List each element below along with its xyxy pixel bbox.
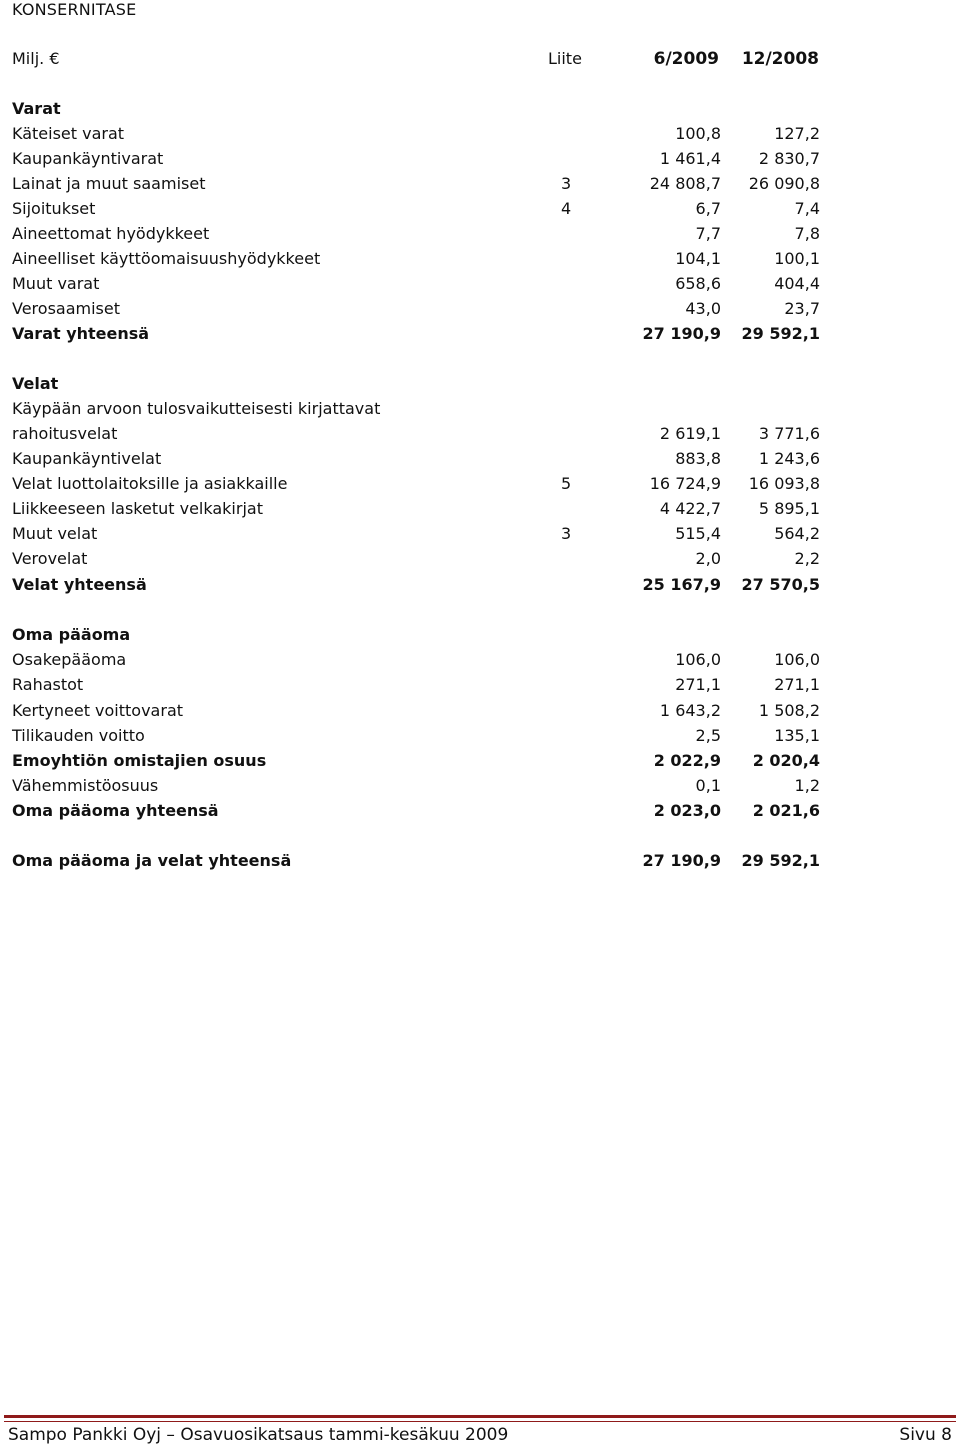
row-value-1: 2 022,9 (653, 751, 721, 770)
row-value-1: 2 023,0 (653, 801, 721, 820)
row-value-2: 135,1 (774, 726, 820, 745)
row-label: Muut velat (12, 524, 98, 543)
row-value-2: 1 508,2 (758, 701, 820, 720)
row-label: Varat (12, 99, 61, 118)
unit-label: Milj. € (12, 49, 60, 68)
row-value-1: 27 190,9 (642, 851, 721, 870)
row-label: rahoitusvelat (12, 424, 118, 443)
row-value-2: 29 592,1 (741, 851, 820, 870)
row-label: Aineettomat hyödykkeet (12, 224, 210, 243)
table-row (0, 247, 960, 271)
row-note: 3 (561, 174, 572, 193)
row-note: 4 (561, 199, 572, 218)
row-value-1: 25 167,9 (642, 575, 721, 594)
table-row (0, 724, 960, 748)
footer-text: Sampo Pankki Oyj – Osavuosikatsaus tammi-kesäkuu 2009 (8, 1425, 509, 1445)
table-row (0, 447, 960, 471)
row-value-2: 7,8 (794, 224, 820, 243)
row-value-1: 24 808,7 (649, 174, 721, 193)
row-value-2: 404,4 (774, 274, 820, 293)
row-label: Verosaamiset (12, 299, 120, 318)
row-label: Käteiset varat (12, 124, 125, 143)
footer-divider-thin (4, 1421, 956, 1422)
row-value-2: 16 093,8 (748, 474, 820, 493)
row-value-2: 2,2 (794, 549, 820, 568)
footer-divider (4, 1415, 956, 1418)
row-label: Liikkeeseen lasketut velkakirjat (12, 499, 263, 518)
row-value-1: 100,8 (675, 124, 721, 143)
table-row (0, 422, 960, 446)
row-value-1: 16 724,9 (649, 474, 721, 493)
row-value-2: 106,0 (774, 650, 820, 669)
row-value-2: 1 243,6 (758, 449, 820, 468)
row-label: Käypään arvoon tulosvaikutteisesti kirjattavat (12, 399, 381, 418)
table-row (0, 547, 960, 571)
table-row (0, 222, 960, 246)
row-note: 3 (561, 524, 572, 543)
section-heading-liabilities (0, 372, 960, 396)
row-label: Sijoitukset (12, 199, 96, 218)
row-label: Aineelliset käyttöomaisuushyödykkeet (12, 249, 321, 268)
table-row (0, 297, 960, 321)
table-row (0, 472, 960, 496)
page-number: Sivu 8 (899, 1425, 952, 1445)
row-value-1: 1 461,4 (659, 149, 721, 168)
section-heading-assets (0, 97, 960, 121)
row-value-2: 127,2 (774, 124, 820, 143)
row-value-1: 6,7 (695, 199, 721, 218)
row-label: Oma pääoma (12, 625, 131, 644)
row-value-1: 515,4 (675, 524, 721, 543)
section-heading-equity (0, 623, 960, 647)
grand-total-row (0, 849, 960, 873)
row-label: Oma pääoma ja velat yhteensä (12, 851, 292, 870)
row-value-2: 564,2 (774, 524, 820, 543)
table-row (0, 497, 960, 521)
row-label: Velat luottolaitoksille ja asiakkaille (12, 474, 288, 493)
row-label: Kaupankäyntivelat (12, 449, 162, 468)
row-value-1: 658,6 (675, 274, 721, 293)
table-row (0, 122, 960, 146)
row-value-2: 2 021,6 (752, 801, 820, 820)
row-label: Muut varat (12, 274, 100, 293)
row-value-1: 43,0 (685, 299, 721, 318)
row-value-1: 271,1 (675, 675, 721, 694)
table-row (0, 522, 960, 546)
row-value-2: 27 570,5 (741, 575, 820, 594)
row-value-1: 883,8 (675, 449, 721, 468)
row-value-1: 7,7 (695, 224, 721, 243)
row-value-2: 3 771,6 (758, 424, 820, 443)
table-row (0, 147, 960, 171)
row-label: Kaupankäyntivarat (12, 149, 164, 168)
row-label: Kertyneet voittovarat (12, 701, 184, 720)
row-value-2: 271,1 (774, 675, 820, 694)
row-value-1: 4 422,7 (659, 499, 721, 518)
row-label: Lainat ja muut saamiset (12, 174, 206, 193)
row-value-1: 1 643,2 (659, 701, 721, 720)
table-row (0, 673, 960, 697)
period-1-header: 6/2009 (653, 49, 719, 69)
row-value-1: 106,0 (675, 650, 721, 669)
row-value-2: 5 895,1 (758, 499, 820, 518)
row-label: Rahastot (12, 675, 84, 694)
row-label: Verovelat (12, 549, 88, 568)
subtotal-row-parent-share (0, 749, 960, 773)
table-row (0, 774, 960, 798)
row-value-1: 2,5 (695, 726, 721, 745)
row-label: Varat yhteensä (12, 324, 150, 343)
row-value-1: 2 619,1 (659, 424, 721, 443)
section-title: KONSERNITASE (12, 0, 137, 19)
table-row (0, 272, 960, 296)
row-value-2: 23,7 (784, 299, 820, 318)
table-header (0, 47, 960, 71)
table-row (0, 648, 960, 672)
table-row (0, 699, 960, 723)
table-row (0, 172, 960, 196)
row-label: Tilikauden voitto (12, 726, 145, 745)
row-value-2: 1,2 (794, 776, 820, 795)
row-value-1: 27 190,9 (642, 324, 721, 343)
row-value-2: 29 592,1 (741, 324, 820, 343)
row-label: Vähemmistöosuus (12, 776, 159, 795)
row-value-2: 2 020,4 (752, 751, 820, 770)
row-value-2: 2 830,7 (758, 149, 820, 168)
row-label: Osakepääoma (12, 650, 127, 669)
row-value-1: 0,1 (695, 776, 721, 795)
total-row-liabilities (0, 573, 960, 597)
row-value-1: 104,1 (675, 249, 721, 268)
row-label: Emoyhtiön omistajien osuus (12, 751, 267, 770)
row-value-2: 7,4 (794, 199, 820, 218)
row-value-2: 100,1 (774, 249, 820, 268)
row-value-1: 2,0 (695, 549, 721, 568)
period-2-header: 12/2008 (741, 49, 819, 69)
row-note: 5 (561, 474, 572, 493)
row-label: Velat yhteensä (12, 575, 147, 594)
row-label: Oma pääoma yhteensä (12, 801, 219, 820)
row-value-2: 26 090,8 (748, 174, 820, 193)
total-row-assets (0, 322, 960, 346)
row-label: Velat (12, 374, 59, 393)
note-column-header: Liite (548, 49, 582, 68)
total-row-equity (0, 799, 960, 823)
table-row (0, 197, 960, 221)
table-row (0, 397, 960, 421)
